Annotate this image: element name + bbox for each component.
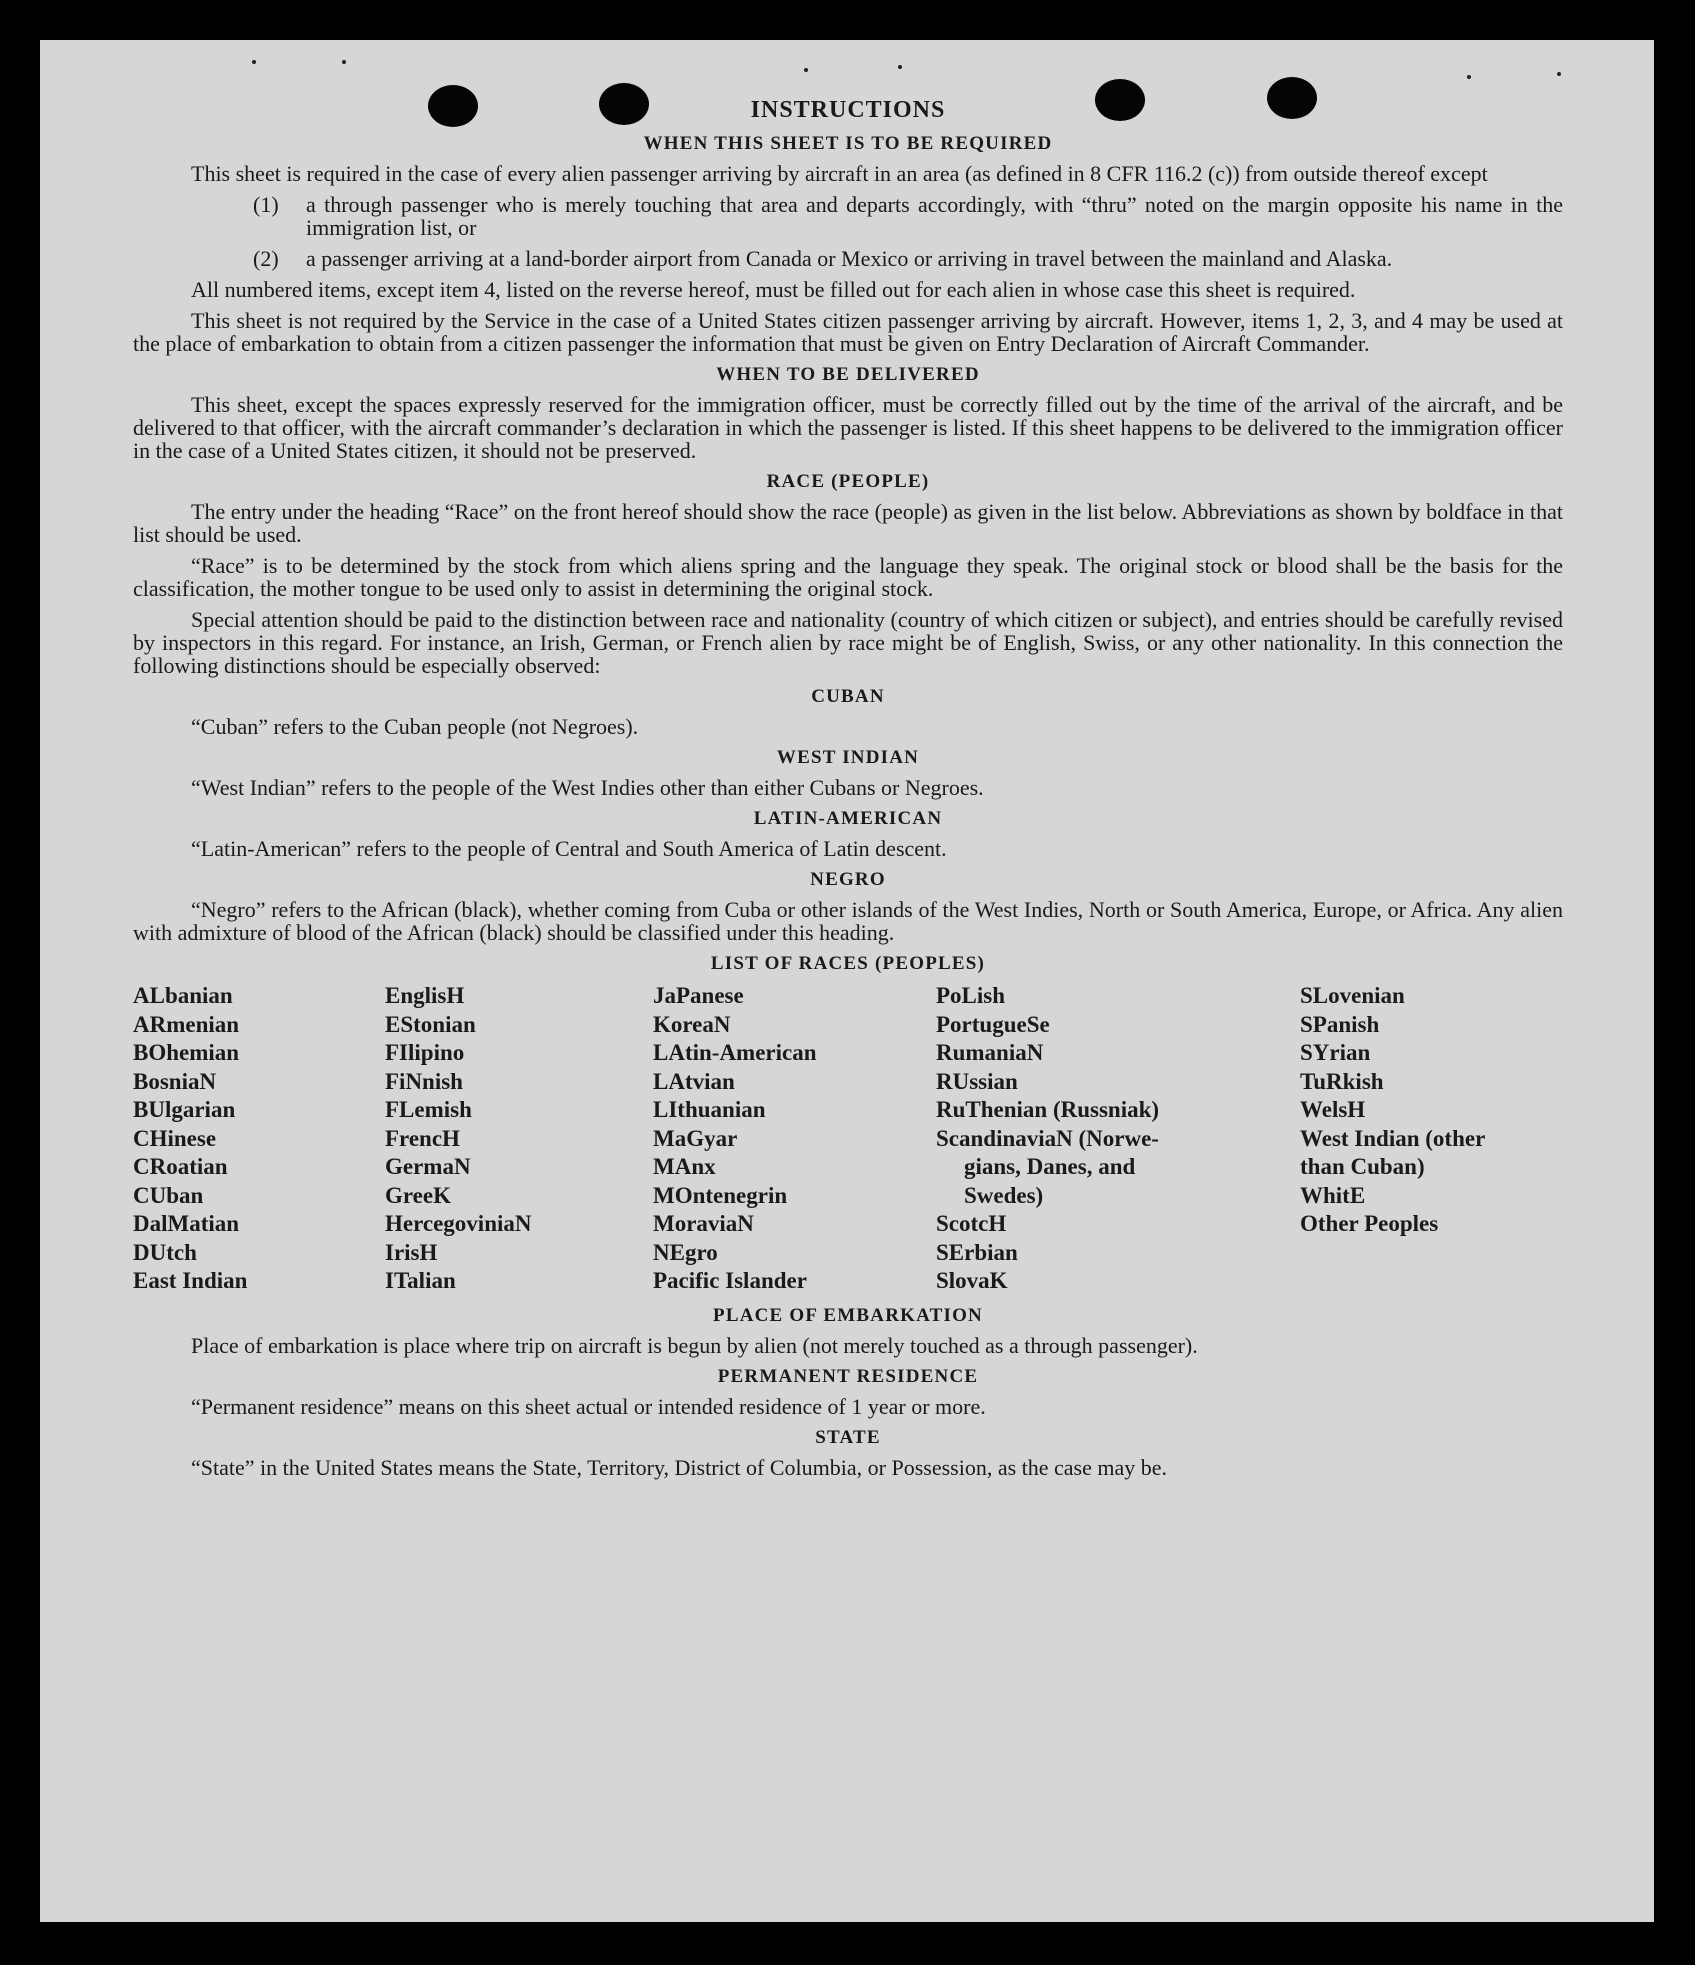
race-entry: FiNnish (385, 1068, 463, 1094)
race-entry: than Cuban) (1300, 1154, 1425, 1179)
race-entry: SlovaK (936, 1268, 1008, 1293)
latin-american-text: “Latin-American” refers to the people of Central and South America of Latin descent. (191, 836, 947, 861)
race-entry: FLemish (385, 1097, 472, 1122)
speck-mark (342, 60, 346, 64)
race-entry: SLovenian (1300, 983, 1405, 1008)
race-entry: TuRkish (1300, 1068, 1384, 1094)
race-entry: ITalian (385, 1268, 456, 1293)
cuban-text: “Cuban” refers to the Cuban people (not Negroes). (191, 714, 639, 739)
heading-negro: NEGRO (810, 869, 886, 890)
race-entry: LAtvian (653, 1068, 735, 1094)
race-entry: KoreaN (653, 1011, 731, 1037)
speck-mark (804, 68, 808, 72)
item-number: (2) (253, 246, 279, 271)
races-column (936, 982, 1300, 1296)
heading-when-required: WHEN THIS SHEET IS TO BE REQUIRED (643, 133, 1053, 154)
race-entry: CHinese (133, 1125, 217, 1151)
heading-place-of-embarkation: PLACE OF EMBARKATION (713, 1304, 983, 1326)
race-para1: The entry under the heading “Race” on the front hereof should show the race (people) as given in the list below. Abbreviations as shown by boldface in that list should be used. (133, 499, 1563, 547)
race-entry: MAnx (653, 1154, 716, 1179)
race-entry: BosniaN (133, 1068, 217, 1094)
heading-cuban: CUBAN (811, 686, 885, 707)
race-entry: East Indian (133, 1268, 248, 1293)
races-list (133, 982, 1563, 1296)
race-entry: gians, Danes, and (964, 1154, 1136, 1179)
speck-mark (1557, 72, 1561, 76)
race-entry: Other Peoples (1300, 1211, 1439, 1236)
west-indian-text: “West Indian” refers to the people of the West Indies other than either Cubans or Negroes. (191, 775, 984, 800)
races-column (1300, 982, 1563, 1296)
race-entry: EStonian (385, 1011, 476, 1037)
race-entry: ScandinaviaN (Norwe- (936, 1125, 1159, 1151)
races-column (385, 982, 653, 1296)
race-entry: Swedes) (964, 1182, 1044, 1208)
speck-mark (252, 60, 256, 64)
race-entry: BUlgarian (133, 1097, 236, 1122)
when-required-para3: This sheet is not required by the Service in the case of a United States citizen passenger arriving by aircraft. However, items 1, 2, 3, and 4 may be used at the place of embarkation to obtain from a citizen passenger the information that must be given on Entry Declaration of Aircraft Commander. (133, 308, 1563, 356)
race-entry: ALbanian (133, 983, 233, 1008)
instructions-content (133, 95, 1563, 1487)
exception-item (133, 193, 1563, 239)
race-entry: FIlipino (385, 1040, 465, 1065)
heading-list-of-races: LIST OF RACES (PEOPLES) (710, 953, 986, 974)
race-entry: ARmenian (133, 1011, 240, 1037)
race-entry: WhitE (1300, 1182, 1366, 1208)
race-entry: BOhemian (133, 1040, 240, 1065)
race-entry: PortugueSe (936, 1011, 1050, 1037)
document-page (40, 40, 1654, 1922)
when-delivered-para: This sheet, except the spaces expressly reserved for the immigration officer, must be correctly filled out by the time of the arrival of the aircraft, and be delivered to that officer, with the aircraft commander’s declaration in which the passenger is listed. If this sheet happens to be delivered to the immigration officer in the case of a United States citizen, it should not be preserved. (133, 392, 1563, 463)
heading-race: RACE (PEOPLE) (766, 471, 930, 492)
negro-text: “Negro” refers to the African (black), whether coming from Cuba or other islands of the West Indies, North or South America, Europe, or Africa. Any alien with admixture of blood of the African (black) should be classified under this heading. (133, 897, 1563, 945)
heading-state: STATE (815, 1426, 881, 1448)
race-entry: LIthuanian (653, 1097, 766, 1122)
heading-permanent-residence: PERMANENT RESIDENCE (717, 1365, 979, 1387)
race-para3: Special attention should be paid to the distinction between race and nationality (country of which citizen or subject), and entries should be carefully revised by inspectors in this regard. For instance, an Irish, German, or French alien by race might be of English, Swiss, or any other nationality. In this connection the following distinctions should be especially observed: (133, 607, 1563, 678)
race-entry: Pacific Islander (653, 1268, 807, 1293)
race-entry: SYrian (1300, 1040, 1371, 1065)
speck-mark (898, 65, 902, 69)
race-entry: MoraviaN (653, 1211, 754, 1236)
race-entry: ScotcH (936, 1211, 1007, 1236)
race-entry: IrisH (385, 1239, 438, 1265)
speck-mark (1467, 75, 1471, 79)
state-text: “State” in the United States means the State, Territory, District of Columbia, or Possession, as the case may be. (191, 1454, 1168, 1480)
heading-west-indian: WEST INDIAN (776, 747, 920, 768)
permanent-residence-text: “Permanent residence” means on this sheet actual or intended residence of 1 year or more. (191, 1393, 986, 1419)
race-para2: “Race” is to be determined by the stock from which aliens spring and the language they speak. The original stock or blood shall be the basis for the classification, the mother tongue to be used only to assist in determining the original stock. (133, 553, 1563, 601)
race-entry: SPanish (1300, 1011, 1380, 1037)
race-entry: FrencH (385, 1125, 460, 1151)
race-entry: CUban (133, 1182, 204, 1208)
race-entry: NEgro (653, 1239, 718, 1265)
race-entry: GreeK (385, 1182, 451, 1208)
item-text: a passenger arriving at a land-border airport from Canada or Mexico or arriving in travel between the mainland and Alaska. (306, 246, 1393, 271)
exception-item (133, 247, 1563, 270)
race-entry: GermaN (385, 1154, 471, 1179)
race-entry: PoLish (936, 983, 1006, 1008)
race-entry: EnglisH (385, 983, 465, 1008)
races-column (133, 982, 385, 1296)
race-entry: LAtin-American (653, 1040, 817, 1065)
race-entry: JaPanese (653, 983, 744, 1008)
race-entry: MOntenegrin (653, 1182, 788, 1208)
race-entry: RuThenian (Russniak) (936, 1097, 1160, 1122)
race-entry: MaGyar (653, 1125, 738, 1151)
race-entry: SErbian (936, 1239, 1018, 1265)
item-text: a through passenger who is merely touching that area and departs accordingly, with “thru” noted on the margin opposite his name in the immigration list, or (306, 192, 1563, 240)
races-column (653, 982, 936, 1296)
page-title: INSTRUCTIONS (750, 97, 946, 123)
item-number: (1) (253, 192, 279, 217)
race-entry: West Indian (other (1300, 1125, 1486, 1151)
race-entry: HercegoviniaN (385, 1211, 532, 1236)
race-entry: WelsH (1300, 1097, 1366, 1122)
race-entry: RumaniaN (936, 1040, 1044, 1065)
when-required-intro: This sheet is required in the case of every alien passenger arriving by aircraft in an area (as defined in 8 CFR 116.2 (c)) from outside thereof except (191, 161, 1488, 186)
heading-latin-american: LATIN-AMERICAN (753, 808, 943, 829)
heading-when-delivered: WHEN TO BE DELIVERED (716, 364, 980, 385)
place-of-embarkation-text: Place of embarkation is place where trip on aircraft is begun by alien (not merely touched as a through passenger). (191, 1332, 1198, 1358)
race-entry: DUtch (133, 1239, 197, 1265)
race-entry: RUssian (936, 1068, 1018, 1094)
race-entry: DalMatian (133, 1211, 240, 1236)
race-entry: CRoatian (133, 1154, 228, 1179)
when-required-para2: All numbered items, except item 4, listed on the reverse hereof, must be filled out for each alien in whose case this sheet is required. (191, 277, 1356, 302)
